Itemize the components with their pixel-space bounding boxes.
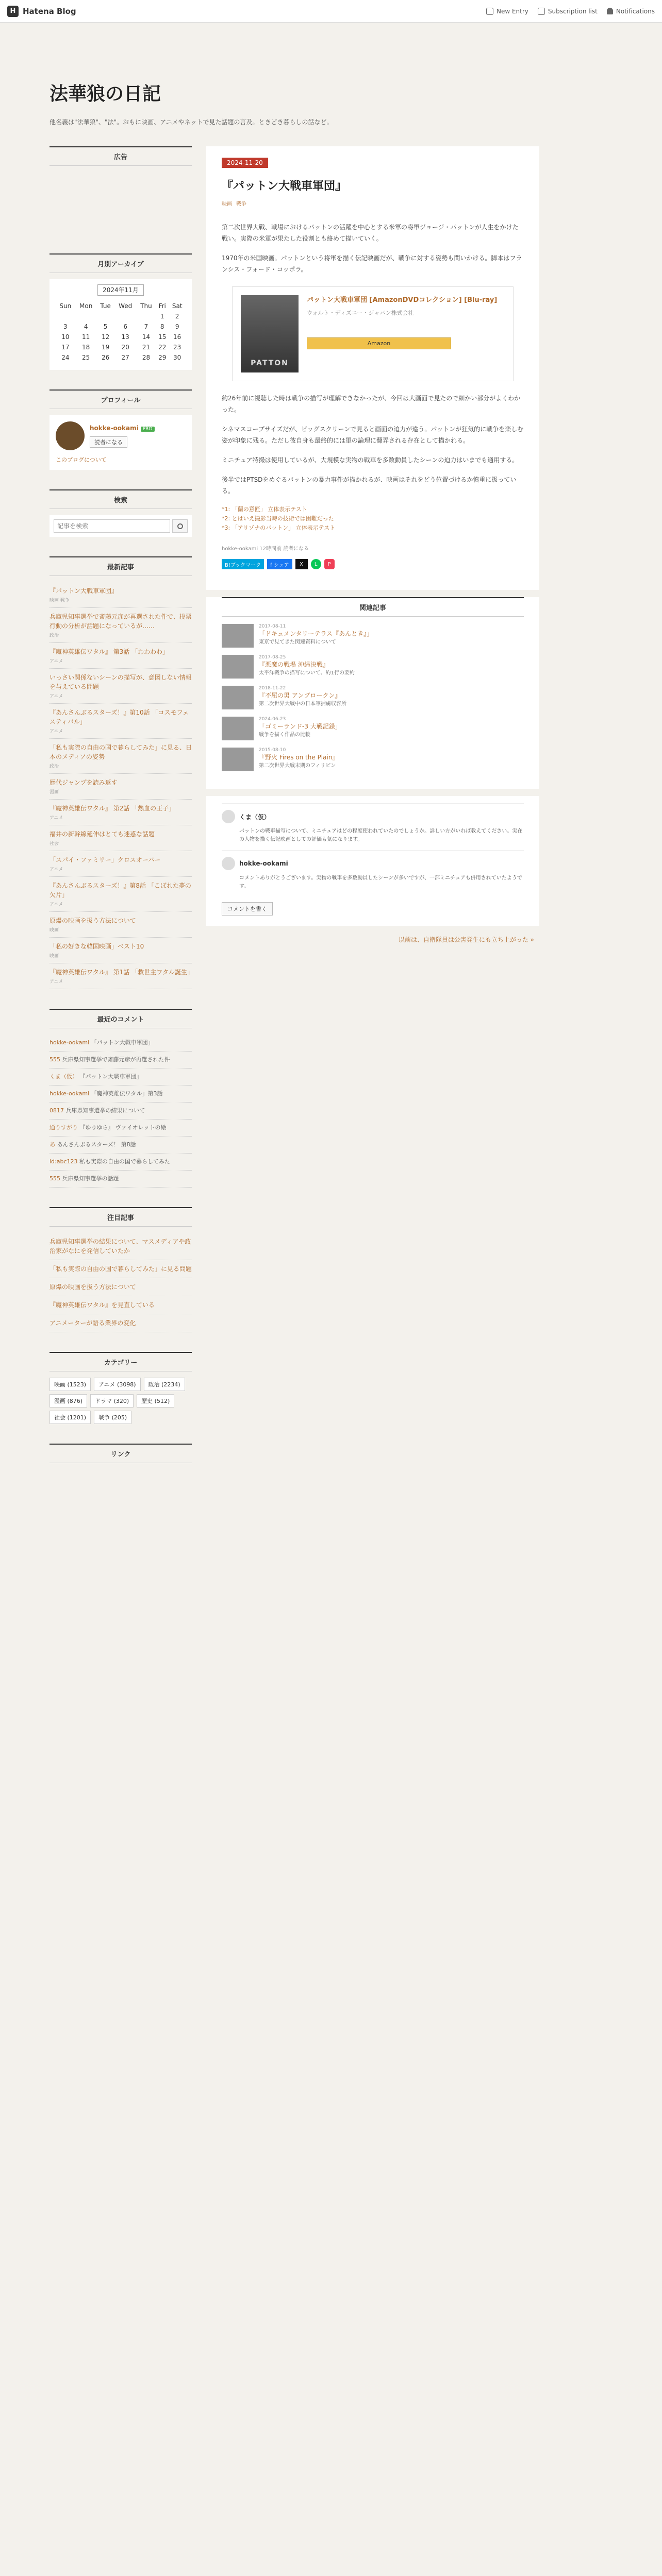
calendar-day bbox=[137, 311, 156, 321]
calendar-day[interactable]: 10 bbox=[61, 333, 70, 341]
related-date: 2018-11-22 bbox=[259, 686, 286, 691]
comment-entry-title[interactable]: 私も実際の自由の国で暮らしてみた bbox=[79, 1158, 171, 1165]
entry-categories bbox=[222, 199, 524, 207]
category-module bbox=[49, 1352, 192, 1424]
latest-entry-category: アニメ bbox=[49, 659, 63, 664]
latest-entry-link[interactable]: 「私の好きな韓国映画」ベスト10 bbox=[49, 943, 144, 950]
related-excerpt: 第二次世界大戦末期のフィリピン bbox=[259, 763, 336, 769]
list-item bbox=[49, 582, 192, 608]
write-comment-button[interactable]: コメントを書く bbox=[222, 902, 273, 916]
about-blog-link[interactable]: このブログについて bbox=[56, 456, 107, 463]
category-tag[interactable]: アニメ (3098) bbox=[94, 1378, 141, 1391]
archive-module bbox=[49, 253, 192, 370]
latest-entry-category: アニメ bbox=[49, 979, 63, 985]
list-item bbox=[49, 1035, 192, 1052]
related-title-link[interactable]: 『野火 Fires on the Plain』 bbox=[259, 754, 339, 761]
related-title-link[interactable]: 『不屈の男 アンブロークン』 bbox=[259, 692, 341, 699]
pro-badge: PRO bbox=[141, 427, 155, 432]
comment-avatar[interactable] bbox=[222, 810, 235, 823]
follow-button[interactable]: 読者になる bbox=[90, 436, 127, 448]
calendar-day[interactable]: 15 bbox=[158, 333, 167, 341]
calendar-day[interactable]: 3 bbox=[63, 323, 68, 330]
latest-entry-category: 社会 bbox=[49, 841, 59, 846]
list-icon bbox=[538, 8, 545, 15]
calendar-day[interactable]: 11 bbox=[82, 333, 90, 341]
comment-entry-title[interactable]: 兵庫県知事選挙の話題 bbox=[62, 1175, 119, 1182]
comment-author[interactable]: くま（仮） bbox=[49, 1073, 78, 1080]
entry-category-link[interactable]: 戦争 bbox=[236, 201, 246, 207]
entry-paragraph: シネマスコープサイズだが、ビッグスクリーンで見ると画面の迫力が違う。パットンが狂気的に戦争を楽しむ姿が印象に残る。ただし彼自身も最終的には軍の論理に翻弄される存在として描かれる。 bbox=[222, 426, 524, 444]
hatena-bookmark-button[interactable]: B!ブックマーク bbox=[222, 559, 264, 569]
calendar-day[interactable]: 21 bbox=[142, 344, 151, 351]
comment-avatar[interactable] bbox=[222, 857, 235, 870]
product-title[interactable]: パットン大戦車軍団 [AmazonDVDコレクション] [Blu-ray] bbox=[307, 296, 498, 304]
notice-title: 注目記事 bbox=[49, 1207, 192, 1227]
latest-entry-category: アニメ bbox=[49, 729, 63, 734]
calendar-day[interactable]: 9 bbox=[175, 323, 179, 330]
product-cover-label: PATTON bbox=[251, 359, 289, 367]
comment-author[interactable]: hokke-ookami bbox=[49, 1090, 90, 1097]
list-item bbox=[49, 608, 192, 643]
latest-entry-category: 映画 bbox=[49, 928, 59, 933]
calendar-day[interactable]: 23 bbox=[173, 344, 181, 351]
comment-entry-title[interactable]: あんさんぶるスターズ！ 第8話 bbox=[57, 1141, 136, 1148]
notifications-label: Notifications bbox=[616, 7, 655, 15]
comment bbox=[222, 803, 524, 850]
list-item bbox=[49, 1120, 192, 1137]
list-item bbox=[49, 1137, 192, 1154]
list-item bbox=[49, 912, 192, 938]
entry-date[interactable]: 2024-11-20 bbox=[222, 158, 268, 168]
latest-title: 最新記事 bbox=[49, 556, 192, 576]
calendar-day[interactable]: 19 bbox=[101, 344, 110, 351]
list-item bbox=[49, 851, 192, 877]
related-thumbnail[interactable] bbox=[222, 686, 254, 709]
notifications-button[interactable] bbox=[607, 8, 655, 15]
comment-author-name[interactable]: くま（仮） bbox=[239, 813, 271, 821]
list-item bbox=[49, 704, 192, 739]
list-item bbox=[49, 739, 192, 774]
category-tag[interactable]: 社会 (1201) bbox=[49, 1411, 91, 1424]
calendar-day[interactable]: 2 bbox=[175, 313, 179, 320]
product-image[interactable] bbox=[241, 295, 299, 372]
list-item bbox=[49, 963, 192, 989]
latest-entry-category: 政治 bbox=[49, 633, 59, 638]
latest-entry-link[interactable]: 兵庫県知事選挙で斎藤元彦が再選された件で、投票行動の分析が話題になっているが…… bbox=[49, 613, 192, 630]
latest-entry-category: アニメ bbox=[49, 902, 63, 907]
latest-entry-link[interactable]: 原爆の映画を扱う方法について bbox=[49, 917, 136, 924]
comment-author-name[interactable]: hokke-ookami bbox=[239, 860, 288, 867]
latest-entry-link[interactable]: 歴代ジャンプを読み返す bbox=[49, 779, 118, 786]
latest-entry-category: アニメ bbox=[49, 694, 63, 699]
list-item bbox=[49, 800, 192, 825]
related-excerpt: 太平洋戦争の描写について、約1行の要約 bbox=[259, 670, 355, 676]
hatena-logo[interactable] bbox=[7, 6, 76, 17]
comment-author[interactable]: 555 bbox=[49, 1056, 60, 1063]
related-entries bbox=[206, 597, 539, 789]
comment-author[interactable]: 0817 bbox=[49, 1107, 64, 1114]
related-item[interactable] bbox=[222, 717, 524, 740]
calendar-day[interactable]: 1 bbox=[160, 313, 164, 320]
latest-entry-link[interactable]: 『魔神英雄伝ワタル』 第3話 「わわわわ」 bbox=[49, 648, 169, 655]
category-tag[interactable]: 歴史 (512) bbox=[137, 1394, 174, 1408]
entry-paragraph: ミニチュア特撮は使用しているが、大規模な実物の戦車を多数動員したシーンの迫力はいまでも通用する。 bbox=[222, 456, 519, 464]
list-item bbox=[49, 1233, 192, 1260]
comment-author[interactable]: あ bbox=[49, 1141, 55, 1148]
search-title: 検索 bbox=[49, 489, 192, 509]
related-item[interactable] bbox=[222, 686, 524, 709]
related-item[interactable] bbox=[222, 655, 524, 679]
latest-entry-category: 漫画 bbox=[49, 790, 59, 795]
calendar-weekday: Thu bbox=[140, 302, 152, 310]
entry-title[interactable]: 『パットン大戦車軍団』 bbox=[222, 179, 347, 193]
related-excerpt: 戦争を描く作品の比較 bbox=[259, 732, 310, 738]
pencil-icon bbox=[486, 8, 493, 15]
related-title-link[interactable]: 「ゴミーランド-3 大戦記録」 bbox=[259, 723, 341, 730]
notice-entry-link[interactable]: 「私も実際の自由の国で暮らしてみた」に見る問題 bbox=[49, 1265, 192, 1273]
blog-header bbox=[0, 23, 662, 146]
list-item bbox=[49, 1171, 192, 1188]
footnote-item[interactable]: *3: 「アリゾナのパットン」 立体表示テスト bbox=[222, 524, 336, 531]
search-button[interactable] bbox=[172, 519, 188, 533]
blog-title[interactable]: 法華狼の日記 bbox=[49, 83, 161, 105]
calendar-day bbox=[56, 311, 75, 321]
entry-paragraph: 1970年の米国映画。パットンという将軍を描く伝記映画だが、戦争に対する姿勢も問いかける。脚本はフランシス・フォード・コッポラ。 bbox=[222, 255, 522, 273]
comments-section bbox=[206, 796, 539, 926]
calendar-day[interactable]: 30 bbox=[173, 354, 181, 361]
next-entry-link[interactable]: 以前は、自衛隊員は公害発生にも立ち上がった » bbox=[398, 936, 534, 943]
calendar-weekday: Fri bbox=[158, 302, 166, 310]
archive-month-select[interactable]: 2024年11月 bbox=[97, 284, 144, 296]
latest-entry-category: 映画 戦争 bbox=[49, 598, 70, 603]
calendar-day[interactable]: 27 bbox=[121, 354, 129, 361]
comment-entry-title[interactable]: 兵庫県知事選挙で斎藤元彦が再選された件 bbox=[62, 1056, 170, 1063]
related-item[interactable] bbox=[222, 624, 524, 648]
notice-entry-link[interactable]: 兵庫県知事選挙の結果について、マスメディアや政治家がなにを発信していたか bbox=[49, 1238, 191, 1255]
entry-paragraph: 約26年前に視聴した時は戦争の描写が理解できなかったが、今回は大画面で見たので細かい部分がよくわかった。 bbox=[222, 395, 521, 413]
product-publisher: ウォルト・ディズニー・ジャパン株式会社 bbox=[307, 310, 414, 316]
comment-entry-title[interactable]: 『ゆりゆら』 ヴァイオレットの絵 bbox=[79, 1124, 167, 1131]
list-item bbox=[49, 1103, 192, 1120]
blog-description: 他名義は"法華狼"、"法"。おもに映画、アニメやネットで見た話題の言及。ときどき暮らしの話など。 bbox=[49, 118, 333, 126]
main-column bbox=[206, 146, 539, 1483]
related-title: 関連記事 bbox=[222, 597, 524, 617]
share-buttons bbox=[222, 559, 524, 569]
calendar-weekday: Tue bbox=[100, 302, 111, 310]
related-excerpt: 第二次世界大戦中の日本軍捕虜収容所 bbox=[259, 701, 346, 707]
calendar-day[interactable]: 26 bbox=[101, 354, 110, 361]
related-date: 2015-08-10 bbox=[259, 748, 286, 753]
bell-icon bbox=[607, 8, 613, 14]
comment-author[interactable]: id:abc123 bbox=[49, 1158, 78, 1165]
list-item bbox=[49, 1260, 192, 1278]
list-item bbox=[49, 1154, 192, 1171]
calendar-weekday: Wed bbox=[119, 302, 133, 310]
calendar-day[interactable]: 12 bbox=[101, 333, 110, 341]
profile-name[interactable]: hokke-ookami bbox=[90, 424, 139, 432]
list-item bbox=[49, 1069, 192, 1086]
hatena-logo-icon: H bbox=[7, 6, 19, 17]
notice-entry-link[interactable]: 原爆の映画を扱う方法について bbox=[49, 1283, 136, 1291]
latest-entry-link[interactable]: 『あんさんぶるスターズ！』第8話 「こぼれた夢の欠片」 bbox=[49, 882, 191, 899]
comment-header bbox=[222, 857, 524, 870]
calendar-day[interactable]: 4 bbox=[84, 323, 88, 330]
calendar-day[interactable]: 29 bbox=[158, 354, 167, 361]
entry-category-link[interactable]: 映画 bbox=[222, 201, 232, 207]
amazon-button[interactable]: Amazon bbox=[307, 337, 451, 349]
calendar-day[interactable]: 8 bbox=[160, 323, 164, 330]
footnote-item[interactable]: *1: 「蘭の意匠」 立体表示テスト bbox=[222, 506, 307, 513]
category-tag[interactable]: 映画 (1523) bbox=[49, 1378, 91, 1391]
latest-entry-link[interactable]: 『魔神英雄伝ワタル』 第1話 「救世主ワタル誕生」 bbox=[49, 969, 194, 976]
new-entry-label: New Entry bbox=[496, 7, 528, 15]
x-share-button[interactable]: X bbox=[295, 559, 308, 569]
calendar-day[interactable]: 24 bbox=[61, 354, 70, 361]
calendar-day[interactable]: 20 bbox=[121, 344, 129, 351]
comment-author[interactable]: 通りすがり bbox=[49, 1124, 78, 1131]
list-item bbox=[49, 774, 192, 800]
list-item bbox=[49, 1086, 192, 1103]
comment-entry-title[interactable]: 兵庫県知事選挙の結果について bbox=[65, 1107, 145, 1114]
list-item bbox=[49, 938, 192, 963]
ad-title: 広告 bbox=[49, 146, 192, 166]
latest-entry-link[interactable]: 福井の新幹線延伸はとても迷惑な話題 bbox=[49, 831, 155, 838]
comment-author[interactable]: 555 bbox=[49, 1175, 60, 1182]
notice-module bbox=[49, 1207, 192, 1332]
related-excerpt: 東京で見てきた関連資料について bbox=[259, 639, 336, 645]
calendar-day[interactable]: 7 bbox=[144, 323, 148, 330]
calendar-weekday: Sun bbox=[59, 302, 72, 310]
search-module bbox=[49, 489, 192, 537]
calendar-day[interactable]: 5 bbox=[103, 323, 108, 330]
latest-entry-link[interactable]: 「スパイ・ファミリー」クロスオーバー bbox=[49, 856, 161, 863]
pocket-button[interactable]: P bbox=[324, 559, 335, 569]
related-date: 2024-06-23 bbox=[259, 717, 286, 722]
latest-entry-link[interactable]: 『魔神英雄伝ワタル』 第2話 「熱血の王子」 bbox=[49, 805, 175, 812]
calendar-day[interactable]: 17 bbox=[61, 344, 70, 351]
footnotes bbox=[222, 505, 524, 533]
profile-module bbox=[49, 389, 192, 470]
global-header bbox=[0, 0, 662, 23]
notice-entry-link[interactable]: アニメーターが語る業界の変化 bbox=[49, 1319, 136, 1327]
line-share-button[interactable]: L bbox=[311, 559, 321, 569]
list-item bbox=[49, 877, 192, 912]
footnote-item[interactable]: *2: とはいえ撮影当時の技術では困難だった bbox=[222, 515, 334, 522]
recent-comments-module bbox=[49, 1009, 192, 1188]
brand-label: Hatena Blog bbox=[23, 6, 76, 16]
notice-entry-link[interactable]: 『魔神英雄伝ワタル』を見直している bbox=[49, 1301, 155, 1309]
category-tag[interactable]: ドラマ (320) bbox=[90, 1394, 134, 1408]
latest-entry-category: 政治 bbox=[49, 764, 59, 769]
entry-paragraph: 第二次世界大戦、戦場におけるパットンの活躍を中心とする米軍の将軍ジョージ・パットンが人生をかけた戦い。実際の米軍が果たした役割とも絡めて描いていく。 bbox=[222, 224, 519, 242]
facebook-share-button[interactable]: f シェア bbox=[267, 559, 292, 569]
calendar-day bbox=[114, 311, 137, 321]
sidebar bbox=[49, 146, 192, 1483]
archive-calendar bbox=[56, 301, 186, 363]
comment-author[interactable]: hokke-ookami bbox=[49, 1039, 90, 1046]
archive-title: 月別アーカイブ bbox=[49, 253, 192, 273]
latest-entries-module bbox=[49, 556, 192, 989]
category-tag[interactable]: 政治 (2234) bbox=[144, 1378, 185, 1391]
related-thumbnail[interactable] bbox=[222, 655, 254, 679]
calendar-day[interactable]: 16 bbox=[173, 333, 181, 341]
category-tag[interactable]: 戦争 (205) bbox=[94, 1411, 131, 1424]
list-item bbox=[49, 825, 192, 851]
subscription-label: Subscription list bbox=[548, 7, 598, 15]
search-input[interactable] bbox=[54, 519, 170, 533]
profile-title: プロフィール bbox=[49, 389, 192, 409]
category-tag[interactable]: 漫画 (876) bbox=[49, 1394, 87, 1408]
calendar-day[interactable]: 13 bbox=[121, 333, 129, 341]
list-item bbox=[49, 643, 192, 669]
links-module bbox=[49, 1444, 192, 1463]
list-item bbox=[49, 1314, 192, 1332]
latest-entry-link[interactable]: 『パットン大戦車軍団』 bbox=[49, 587, 118, 595]
related-thumbnail[interactable] bbox=[222, 624, 254, 648]
related-item[interactable] bbox=[222, 748, 524, 771]
calendar-day bbox=[97, 311, 114, 321]
latest-entry-link[interactable]: 「私も実際の自由の国で暮らしてみた」に見る、日本のメディアの姿勢 bbox=[49, 744, 192, 760]
amazon-product-card bbox=[232, 286, 514, 381]
list-item bbox=[49, 669, 192, 704]
comment-entry-title[interactable]: 「パットン大戦車軍団」 bbox=[91, 1039, 154, 1046]
comment bbox=[222, 850, 524, 897]
calendar-weekday: Mon bbox=[79, 302, 93, 310]
category-title: カテゴリー bbox=[49, 1352, 192, 1371]
list-item bbox=[49, 1278, 192, 1296]
entry-paragraph: 後半ではPTSDをめぐるパットンの暴力事件が描かれるが、映画はそれをどう位置づけるか慎重に扱っている。 bbox=[222, 476, 517, 495]
calendar-day[interactable]: 18 bbox=[82, 344, 90, 351]
list-item bbox=[49, 1296, 192, 1314]
related-date: 2017-08-11 bbox=[259, 624, 286, 629]
comment-entry-title[interactable]: 「魔神英雄伝ワタル」第3話 bbox=[91, 1090, 163, 1097]
latest-entry-link[interactable]: いっさい関係ないシーンの描写が、意図しない情報を与えている問題 bbox=[49, 674, 192, 690]
latest-entry-category: アニメ bbox=[49, 867, 63, 872]
new-entry-button[interactable] bbox=[486, 8, 528, 15]
calendar-day[interactable]: 22 bbox=[158, 344, 167, 351]
ad-slot bbox=[49, 172, 192, 234]
article bbox=[206, 146, 539, 590]
subscription-list-button[interactable] bbox=[538, 8, 598, 15]
latest-entry-category: 映画 bbox=[49, 954, 59, 959]
comment-body: パットンの戦車描写について、ミニチュアはどの程度使われていたのでしょうか。詳しい方がいれば教えてください。実在の人物を描く伝記映画としての評価も気になります。 bbox=[239, 828, 523, 842]
comment-body: コメントありがとうございます。実物の戦車を多数動員したシーンが多いですが、一部ミニチュアも併用されていたようです。 bbox=[239, 875, 522, 889]
related-thumbnail[interactable] bbox=[222, 748, 254, 771]
calendar-weekday: Sat bbox=[172, 302, 183, 310]
comment-entry-title[interactable]: 『パットン大戦車軍団』 bbox=[79, 1073, 142, 1080]
search-icon bbox=[177, 523, 183, 529]
links-title: リンク bbox=[49, 1444, 192, 1463]
calendar-day[interactable]: 14 bbox=[142, 333, 151, 341]
calendar-day[interactable]: 28 bbox=[142, 354, 151, 361]
related-date: 2017-08-25 bbox=[259, 655, 286, 660]
related-title-link[interactable]: 「ドキュメンタリーテラス『あんとき』」 bbox=[259, 630, 373, 637]
comments-title: 最近のコメント bbox=[49, 1009, 192, 1028]
latest-entry-category: アニメ bbox=[49, 816, 63, 821]
list-item bbox=[49, 1052, 192, 1069]
related-title-link[interactable]: 『悪魔の戦場 沖縄決戦』 bbox=[259, 661, 329, 668]
avatar[interactable] bbox=[56, 421, 85, 450]
entry-meta: hokke-ookami 12時間前 読者になる bbox=[222, 546, 309, 552]
ad-module bbox=[49, 146, 192, 234]
comment-header bbox=[222, 810, 524, 823]
calendar-day bbox=[75, 311, 97, 321]
calendar-day[interactable]: 6 bbox=[123, 323, 127, 330]
calendar-day[interactable]: 25 bbox=[82, 354, 90, 361]
latest-entry-link[interactable]: 『あんさんぶるスターズ！』第10話 「コスモフェスティバル」 bbox=[49, 709, 189, 725]
related-thumbnail[interactable] bbox=[222, 717, 254, 740]
